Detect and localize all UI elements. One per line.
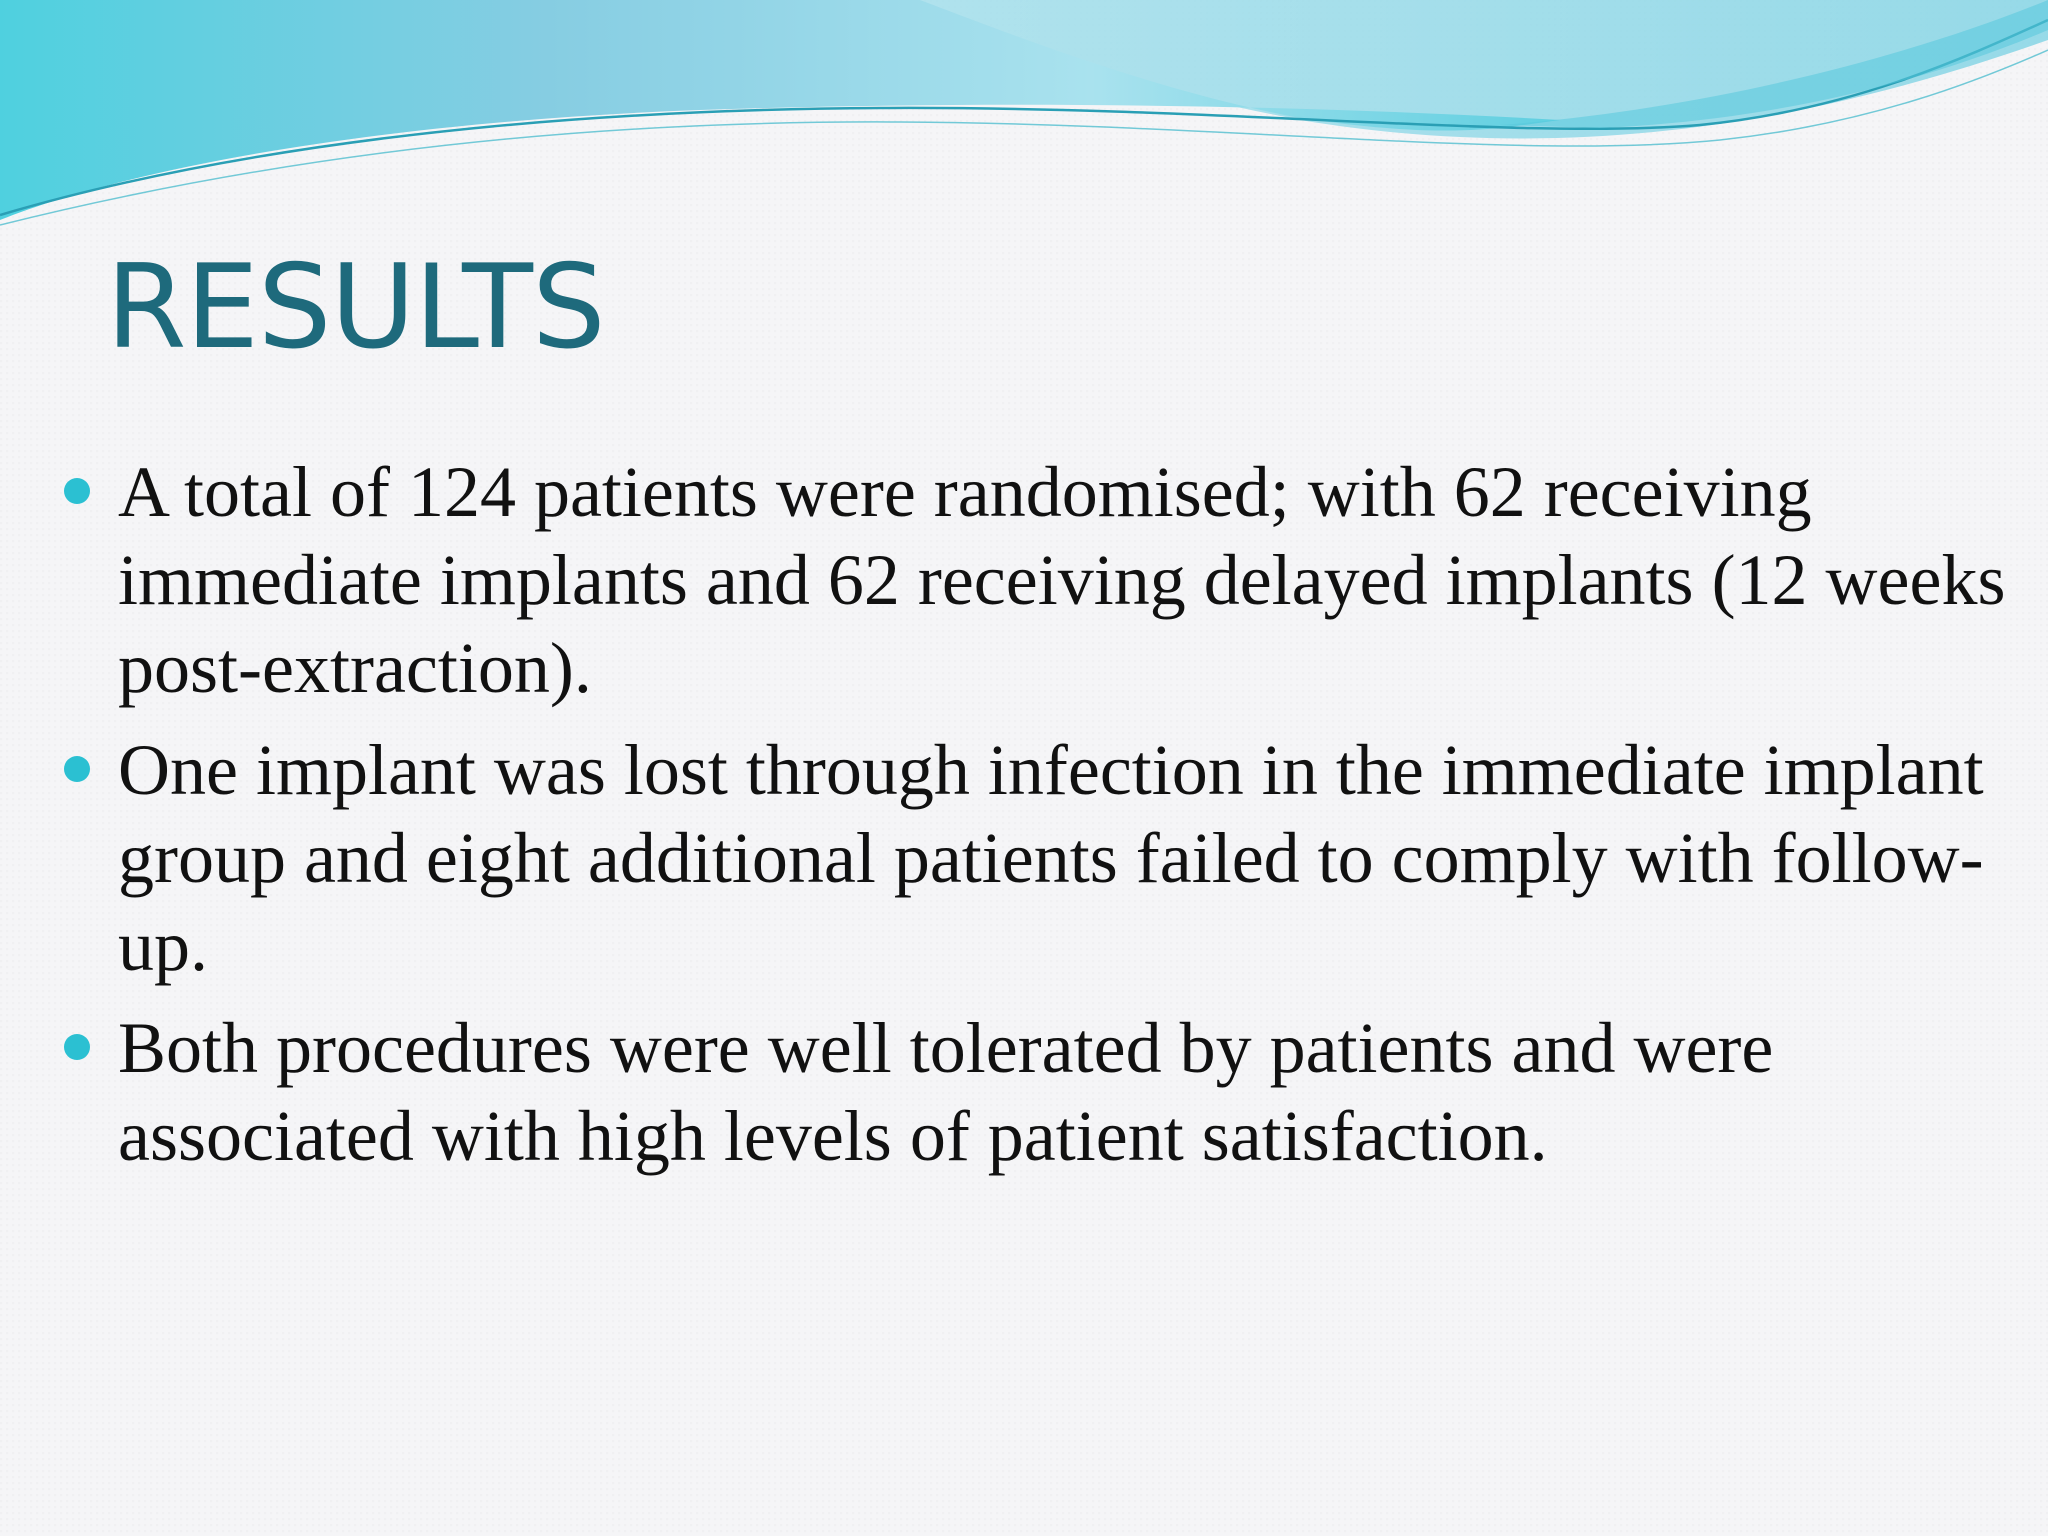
decorative-wave-header xyxy=(0,0,2048,240)
bullet-item xyxy=(64,1004,2034,1180)
bullet-item xyxy=(64,448,2034,712)
bullet-list xyxy=(64,448,2034,1194)
bullet-text: Both procedures were well tolerated by patients and were associated with high levels of patient satisfaction. xyxy=(118,1008,1774,1176)
slide-title: RESULTS xyxy=(106,240,605,375)
bullet-text: A total of 124 patients were randomised; with 62 receiving immediate implants and 62 receiving delayed implants (12 weeks post-extraction). xyxy=(118,452,2006,708)
bullet-text: One implant was lost through infection in the immediate implant group and eight additional patients failed to comply with follow-up. xyxy=(118,730,1984,986)
bullet-item xyxy=(64,726,2034,990)
bullet-dot-icon xyxy=(64,1034,90,1060)
bullet-dot-icon xyxy=(64,478,90,504)
bullet-dot-icon xyxy=(64,756,90,782)
